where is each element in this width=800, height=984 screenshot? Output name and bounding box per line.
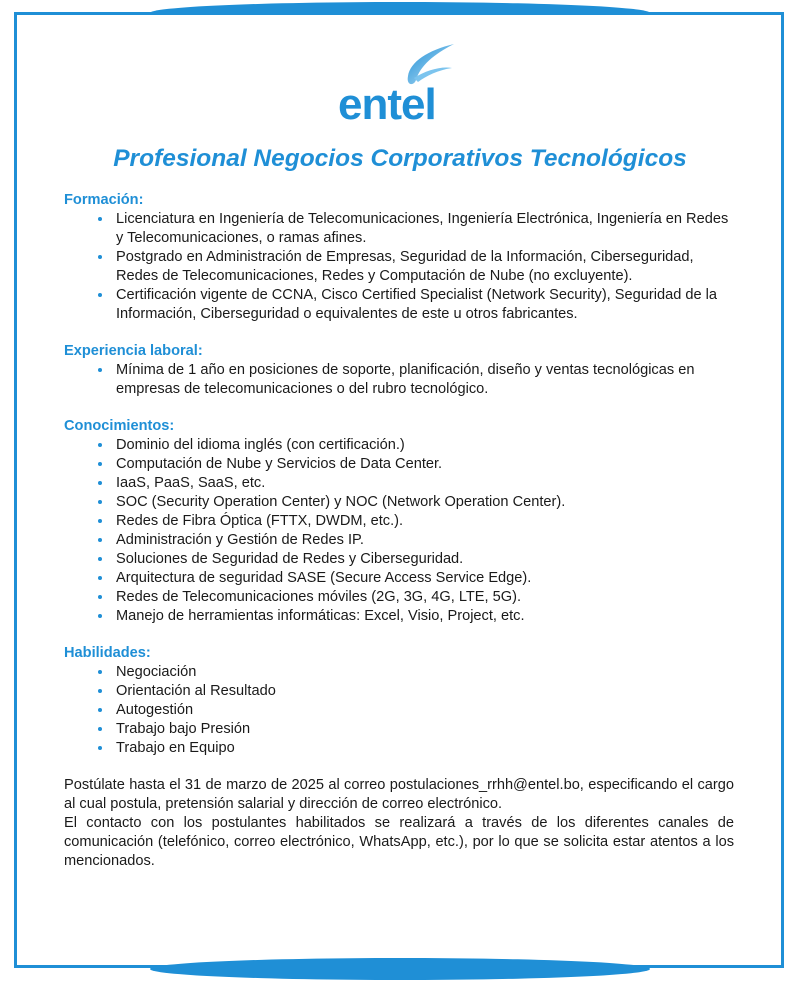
list-item: Licenciatura en Ingeniería de Telecomunicaciones, Ingeniería Electrónica, Ingeniería en Redes y Telecomunicaciones, o ramas afines. <box>94 210 734 248</box>
section-title: Habilidades: <box>64 645 151 661</box>
section-habilidades <box>64 644 734 758</box>
list-item: IaaS, PaaS, SaaS, etc. <box>94 474 734 493</box>
list-item: SOC (Security Operation Center) y NOC (Network Operation Center). <box>94 493 734 512</box>
section-title: Experiencia laboral: <box>64 343 203 359</box>
list-item: Trabajo bajo Presión <box>94 720 734 739</box>
list-item: Soluciones de Seguridad de Redes y Ciberseguridad. <box>94 550 734 569</box>
job-title: Profesional Negocios Corporativos Tecnológicos <box>113 145 687 172</box>
list-item: Manejo de herramientas informáticas: Excel, Visio, Project, etc. <box>94 607 734 626</box>
requirements-list <box>64 663 734 758</box>
list-item: Autogestión <box>94 701 734 720</box>
requirements-list <box>64 361 734 399</box>
bottom-decorative-arc <box>150 958 650 980</box>
contact-notice: El contacto con los postulantes habilitados se realizará a través de los diferentes canales de comunicación (telefónico, correo electrónico, WhatsApp, etc.), por lo que se solicita estar atentos a los mencionados. <box>64 815 734 869</box>
section-title: Formación: <box>64 192 144 208</box>
application-instructions: Postúlate hasta el 31 de marzo de 2025 al correo postulaciones_rrhh@entel.bo, especificando el cargo al cual postula, pretensión salarial y dirección de correo electrónico. <box>64 777 734 812</box>
list-item: Certificación vigente de CCNA, Cisco Certified Specialist (Network Security), Seguridad de la Información, Ciberseguridad o equivalentes de este u otros fabricantes. <box>94 286 734 324</box>
requirements-list <box>64 436 734 626</box>
list-item: Postgrado en Administración de Empresas, Seguridad de la Información, Ciberseguridad, Redes de Telecomunicaciones, Redes y Computación de Nube (no excluyente). <box>94 248 734 286</box>
list-item: Orientación al Resultado <box>94 682 734 701</box>
section-title: Conocimientos: <box>64 418 175 434</box>
brand-logo-text: entel <box>338 80 436 129</box>
list-item: Trabajo en Equipo <box>94 739 734 758</box>
list-item: Computación de Nube y Servicios de Data Center. <box>94 455 734 474</box>
list-item: Negociación <box>94 663 734 682</box>
list-item: Redes de Telecomunicaciones móviles (2G, 3G, 4G, LTE, 5G). <box>94 588 734 607</box>
list-item: Redes de Fibra Óptica (FTTX, DWDM, etc.). <box>94 512 734 531</box>
list-item: Arquitectura de seguridad SASE (Secure Access Service Edge). <box>94 569 734 588</box>
list-item: Dominio del idioma inglés (con certificación.) <box>94 436 734 455</box>
list-item: Mínima de 1 año en posiciones de soporte, planificación, diseño y ventas tecnológicas en empresas de telecomunicaciones o del rubro tecnológico. <box>94 361 734 399</box>
section-formacion <box>64 191 734 324</box>
list-item: Administración y Gestión de Redes IP. <box>94 531 734 550</box>
section-conocimientos <box>64 417 734 626</box>
closing-text <box>64 776 734 871</box>
section-experiencia <box>64 342 734 399</box>
job-description <box>64 191 734 871</box>
requirements-list <box>64 210 734 324</box>
